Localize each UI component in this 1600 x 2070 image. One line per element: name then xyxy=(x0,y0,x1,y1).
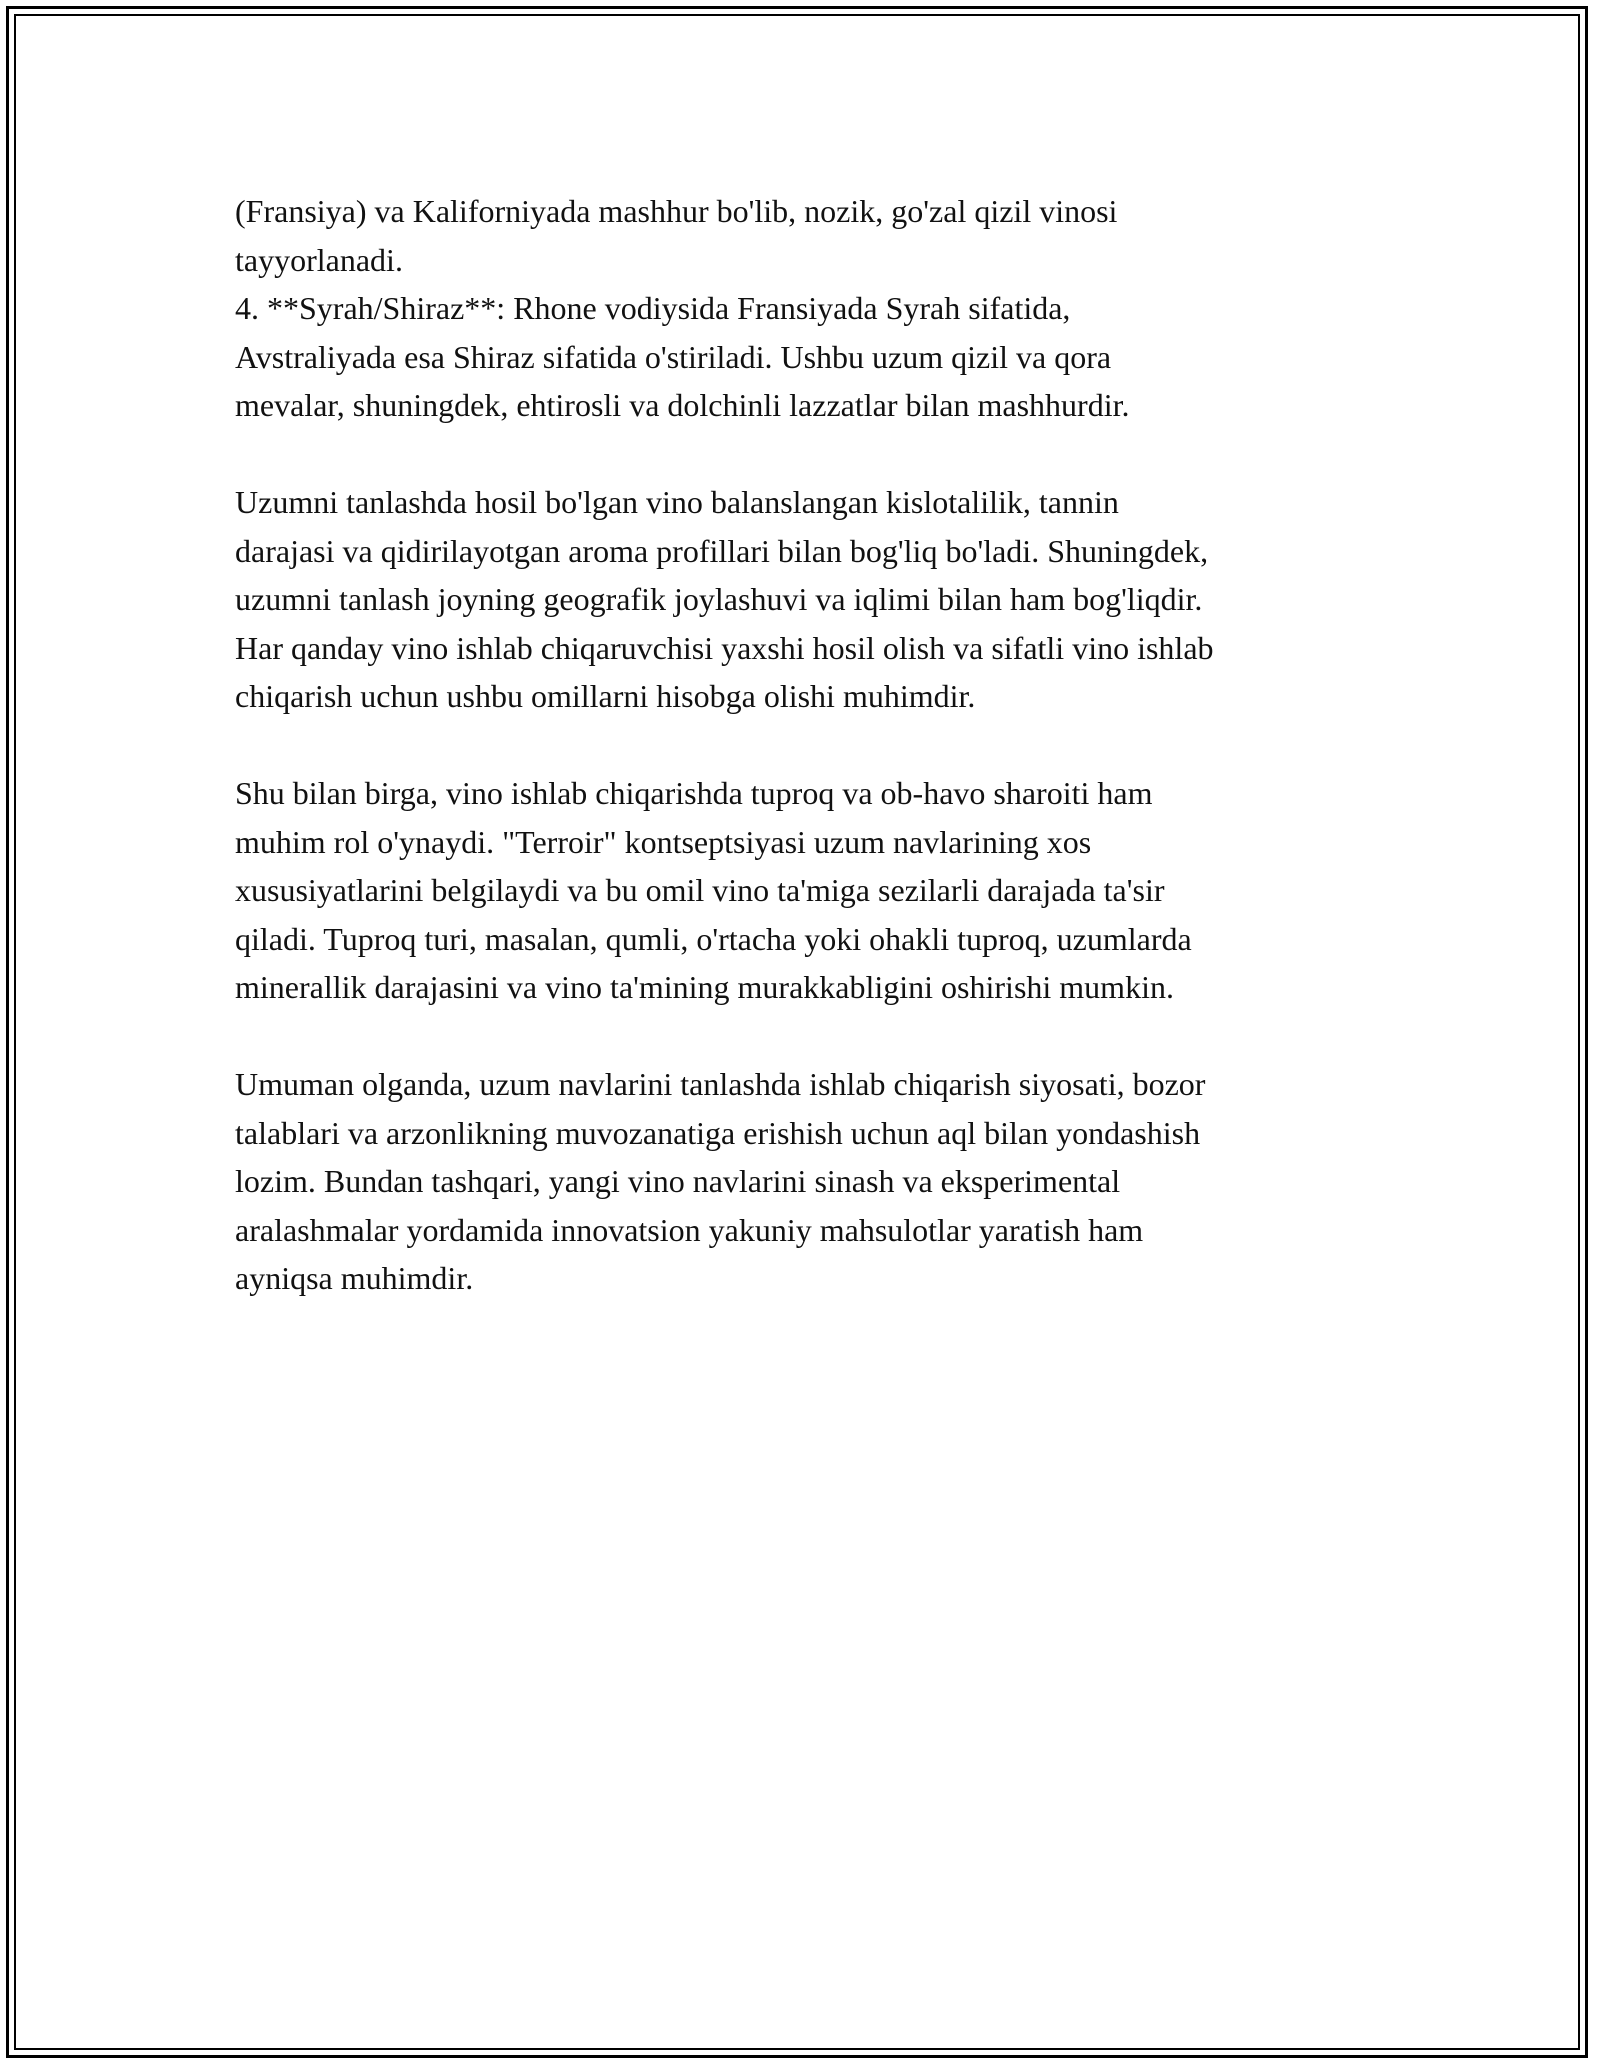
text-line: (Fransiya) va Kaliforniyada mashhur bo'lib, nozik, go'zal qizil vinosi xyxy=(235,193,1118,229)
text-line: darajasi va qidirilayotgan aroma profillari bilan bog'liq bo'ladi. Shuningdek, xyxy=(235,532,1209,569)
paragraph xyxy=(235,1060,1370,1303)
text-line: 4. **Syrah/Shiraz**: Rhone vodiysida Fransiyada Syrah sifatida, xyxy=(235,290,1071,326)
paragraph-spacer xyxy=(235,1012,1370,1061)
text-line: tayyorlanadi. xyxy=(235,241,403,278)
paragraph-spacer xyxy=(235,721,1370,770)
text-line: Shu bilan birga, vino ishlab chiqarishda tuproq va ob-havo sharoiti ham xyxy=(235,775,1153,811)
paragraph xyxy=(235,478,1370,721)
text-line: qiladi. Tuproq turi, masalan, qumli, o'rtacha yoki ohakli tuproq, uzumlarda xyxy=(235,920,1192,957)
text-line: Uzumni tanlashda hosil bo'lgan vino balanslangan kislotalilik, tannin xyxy=(235,484,1119,520)
text-line: mevalar, shuningdek, ehtirosli va dolchinli lazzatlar bilan mashhurdir. xyxy=(235,387,1130,423)
text-line: Avstraliyada esa Shiraz sifatida o'stiriladi. Ushbu uzum qizil va qora xyxy=(235,338,1112,375)
text-line: Har qanday vino ishlab chiqaruvchisi yaxshi hosil olish va sifatli vino ishlab xyxy=(235,629,1214,666)
paragraph xyxy=(235,769,1370,1012)
text-line: Umuman olganda, uzum navlarini tanlashda ishlab chiqarish siyosati, bozor xyxy=(235,1066,1206,1102)
text-line: talablari va arzonlikning muvozanatiga erishish uchun aql bilan yondashish xyxy=(235,1114,1201,1151)
text-line: ayniqsa muhimdir. xyxy=(235,1260,474,1296)
text-line: aralashmalar yordamida innovatsion yakuniy mahsulotlar yaratish ham xyxy=(235,1211,1144,1248)
text-line: uzumni tanlash joyning geografik joylashuvi va iqlimi bilan ham bog'liqdir. xyxy=(235,581,1203,617)
paragraph xyxy=(235,187,1370,430)
text-line: chiqarish uchun ushbu omillarni hisobga olishi muhimdir. xyxy=(235,678,976,714)
text-line: lozim. Bundan tashqari, yangi vino navlarini sinash va eksperimental xyxy=(235,1163,1121,1199)
paragraph-spacer xyxy=(235,430,1370,479)
page-content xyxy=(235,187,1370,1303)
text-line: muhim rol o'ynaydi. "Terroir" kontseptsiyasi uzum navlarining xos xyxy=(235,823,1092,860)
text-line: minerallik darajasini va vino ta'mining murakkabligini oshirishi mumkin. xyxy=(235,969,1174,1005)
text-line: xususiyatlarini belgilaydi va bu omil vino ta'miga sezilarli darajada ta'sir xyxy=(235,872,1165,908)
